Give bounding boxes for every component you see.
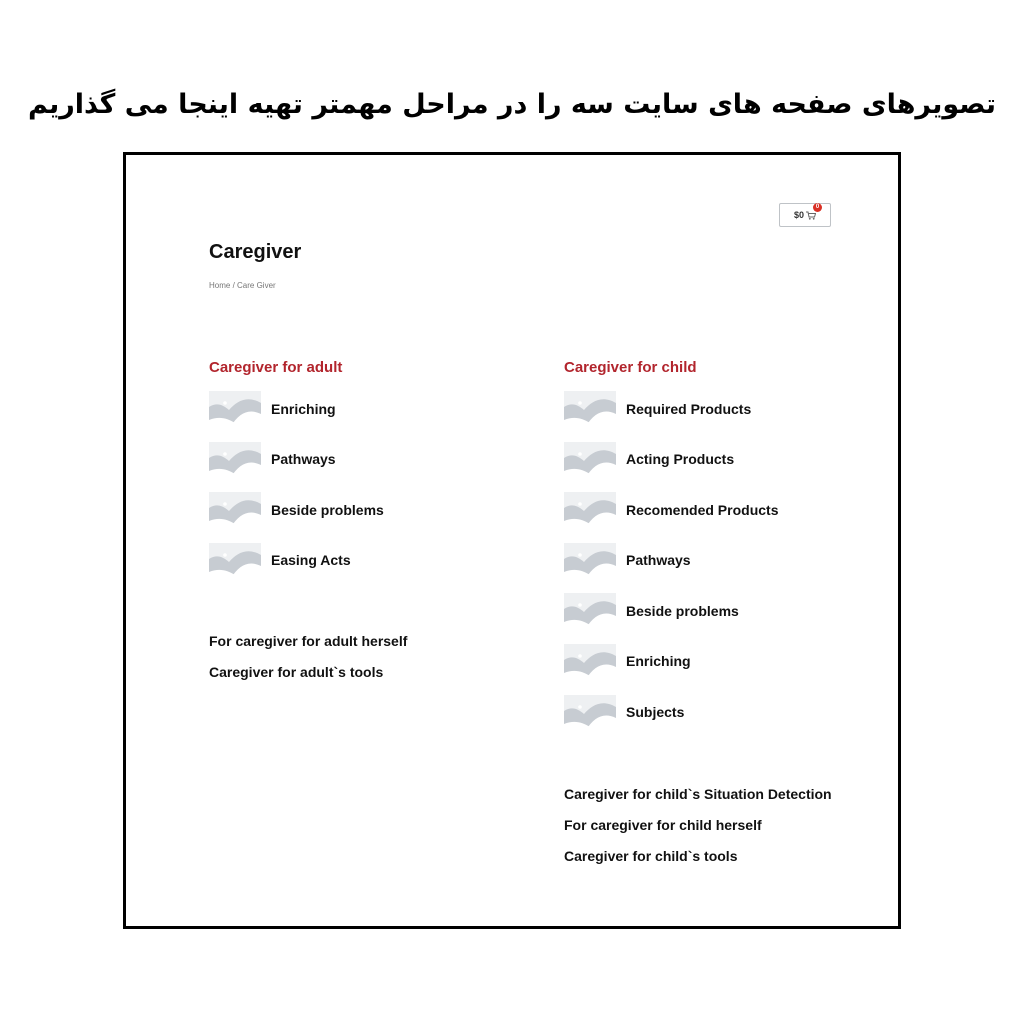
child-section-title: Caregiver for child	[564, 359, 697, 376]
adult-section-title: Caregiver for adult	[209, 359, 343, 376]
list-item[interactable]	[564, 543, 884, 578]
list-item[interactable]	[564, 492, 884, 527]
item-link[interactable]: Recomended Products	[626, 501, 779, 518]
image-placeholder-icon	[209, 442, 261, 477]
image-placeholder-icon	[564, 593, 616, 628]
text-link[interactable]: Caregiver for adult`s tools	[209, 664, 384, 680]
item-link[interactable]: Pathways	[271, 451, 336, 468]
text-link[interactable]: For caregiver for adult herself	[209, 633, 408, 649]
list-item[interactable]	[564, 644, 884, 679]
list-item[interactable]	[564, 593, 884, 628]
link-row	[564, 784, 832, 815]
breadcrumb	[209, 281, 276, 290]
item-link[interactable]: Enriching	[271, 400, 336, 417]
list-item[interactable]	[209, 442, 539, 477]
adult-link-list	[209, 631, 407, 693]
item-link[interactable]: Beside problems	[271, 501, 384, 518]
link-row	[209, 662, 407, 693]
image-placeholder-icon	[564, 391, 616, 426]
text-link[interactable]: Caregiver for child`s Situation Detection	[564, 786, 832, 802]
image-placeholder-icon	[564, 442, 616, 477]
breadcrumb-separator: /	[230, 281, 238, 290]
list-item[interactable]	[564, 391, 884, 426]
image-placeholder-icon	[564, 543, 616, 578]
adult-item-list	[209, 391, 539, 578]
item-link[interactable]: Pathways	[626, 552, 691, 569]
item-link[interactable]: Beside problems	[626, 602, 739, 619]
item-link[interactable]: Enriching	[626, 653, 691, 670]
item-link[interactable]: Easing Acts	[271, 552, 351, 569]
cart-amount: $0	[793, 210, 804, 220]
child-item-list	[564, 391, 884, 730]
item-link[interactable]: Required Products	[626, 400, 752, 417]
child-link-list	[564, 784, 832, 877]
link-row	[564, 815, 832, 846]
screenshot-frame	[123, 152, 901, 929]
cart-button[interactable]	[779, 203, 831, 227]
cart-count-badge: 0	[813, 203, 822, 212]
list-item[interactable]	[209, 391, 539, 426]
page-heading: تصویرهای صفحه های سایت سه را در مراحل مهمتر تهیه اینجا می گذاریم	[27, 89, 997, 120]
list-item[interactable]	[209, 543, 539, 578]
text-link[interactable]: For caregiver for child herself	[564, 817, 762, 833]
item-link[interactable]: Subjects	[626, 704, 685, 721]
breadcrumb-home[interactable]: Home	[209, 281, 231, 290]
child-column	[564, 357, 884, 745]
image-placeholder-icon	[209, 391, 261, 426]
image-placeholder-icon	[209, 543, 261, 578]
link-row	[209, 631, 407, 662]
list-item[interactable]	[209, 492, 539, 527]
list-item[interactable]	[564, 695, 884, 730]
adult-column	[209, 357, 539, 593]
image-placeholder-icon	[564, 644, 616, 679]
image-placeholder-icon	[209, 492, 261, 527]
list-item[interactable]	[564, 442, 884, 477]
text-link[interactable]: Caregiver for child`s tools	[564, 848, 738, 864]
breadcrumb-current: Care Giver	[237, 281, 276, 290]
page-title: Caregiver	[209, 241, 302, 263]
image-placeholder-icon	[564, 492, 616, 527]
image-placeholder-icon	[564, 695, 616, 730]
item-link[interactable]: Acting Products	[626, 451, 735, 468]
cart-icon	[806, 203, 820, 220]
link-row	[564, 846, 832, 877]
